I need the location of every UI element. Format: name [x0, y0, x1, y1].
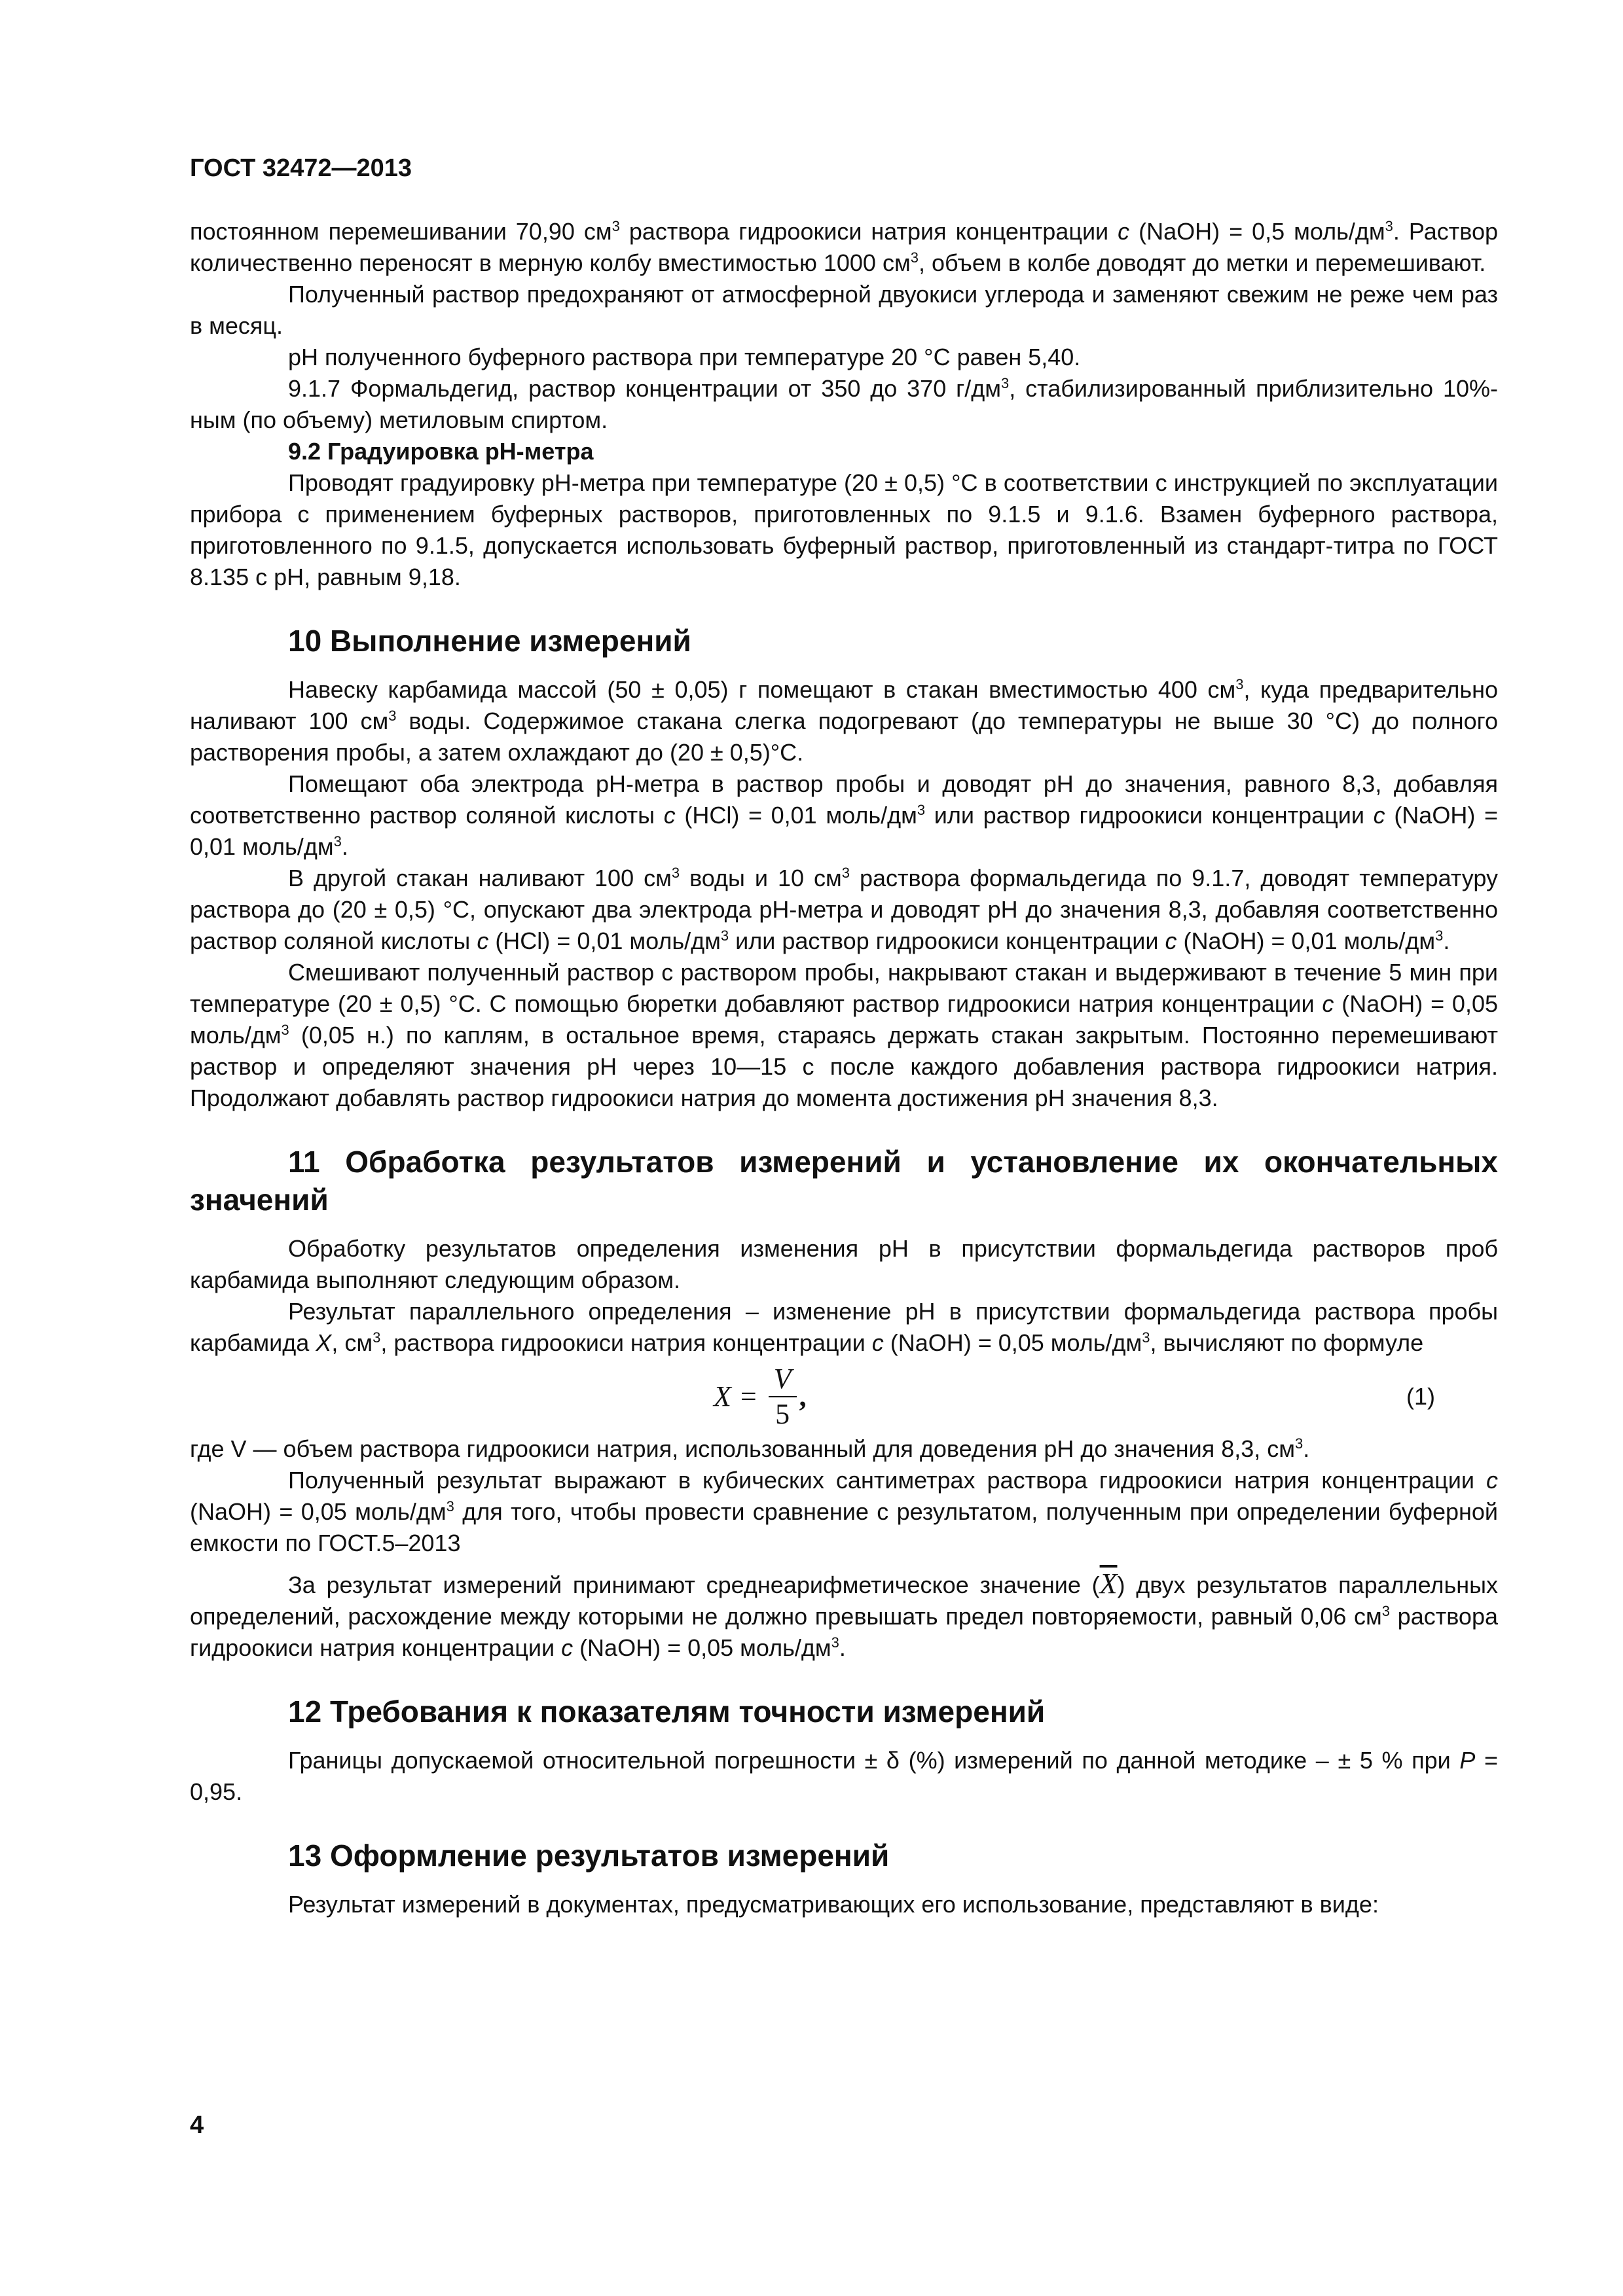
paragraph-result-expression: Полученный результат выражают в кубических сантиметрах раствора гидроокиси натрия концентрации с (NaOH) = 0,05 моль/$дм^3$ для того, чтобы провести сравнение с результатом, полученным при определении буферной емкости по ГОСТ.5–2013 [190, 1467, 1498, 1556]
formula-1 [190, 1363, 1498, 1431]
document-body [190, 216, 1498, 1920]
formula-expression [714, 1363, 807, 1431]
mean-x-symbol: $\overline{X}$ [1099, 1568, 1118, 1600]
paragraph-second-beaker: В другой стакан наливают 100 $см^3$ воды и 10 $см^3$ раствора формальдегида по 9.1.7, доводят температуру раствора до (20 ± 0,5) °С, опускают два электрода pH-метра и доводят pH до значения 8,3, добавляя соответственно раствор соляной кислоты с (HCl) = 0,01 моль/$дм^3$ или раствор гидроокиси концентрации с (NaOH) = 0,01 моль/$дм^3$. [190, 865, 1498, 954]
formula-denominator: 5 [775, 1398, 790, 1430]
section-heading-13: 13 Оформление результатов измерений [288, 1839, 890, 1873]
section-heading-12: 12 Требования к показателям точности измерений [288, 1695, 1046, 1729]
paragraph-buffer-storage: Полученный раствор предохраняют от атмосферной двуокиси углерода и заменяют свежим не реже чем раз в месяц. [190, 281, 1498, 339]
paragraph-formaldehyde: 9.1.7 Формальдегид, раствор концентрации от 350 до 370 $г/дм^3$, стабилизированный приблизительно 10%-ным (по объему) метиловым спиртом. [190, 375, 1499, 433]
paragraph-sample-weighing: Навеску карбамида массой (50 ± 0,05) г помещают в стакан вместимостью 400 $см^3$, куда предварительно наливают 100 $см^3$ воды. Содержимое стакана слегка подогревают (до температуры не выше 30 °С) до полного растворения пробы, а затем охлаждают до (20 ± 0,5)°С. [190, 676, 1498, 766]
paragraph-mean-result: За результат измерений принимают среднеарифметическое значение $(\overline{X})$ двух результатов параллельных определений, расхождение между которыми не должно превышать предел повторяемости, равный 0,06 $см^3$ раствора гидроокиси натрия концентрации с (NaOH) = 0,05 моль/$дм^3$. [190, 1568, 1498, 1661]
paragraph-where-v: где V — объем раствора гидроокиси натрия, использованный для доведения pH до значения 8,3, $см^3$. [190, 1435, 1310, 1462]
paragraph-electrodes: Помещают оба электрода pH-метра в раствор пробы и доводят pH до значения, равного 8,3, добавляя соответственно раствор соляной кислоты с (HCl) = 0,01 моль/$дм^3$ или раствор гидроокиси концентрации с (NaOH) = 0,01 моль/$дм^3$. [190, 770, 1498, 860]
formula-lhs: X [714, 1380, 731, 1412]
formula-comma: , [799, 1380, 807, 1412]
paragraph-result-format: Результат измерений в документах, предусматривающих его использование, представляют в виде: [288, 1891, 1379, 1918]
page-number: 4 [190, 2111, 204, 2139]
paragraph-buffer-prep: постоянном перемешивании 70,90 $см^3$ раствора гидроокиси натрия концентрации с (NaOH) = 0,5 моль/$дм^3$. Раствор количественно переносят в мерную колбу вместимостью 1000 $см^3$, объем в колбе доводят до метки и перемешивают. [190, 218, 1498, 276]
standard-header: ГОСТ 32472—2013 [190, 154, 412, 182]
formula-equals: = [740, 1380, 757, 1412]
paragraph-processing: Обработку результатов определения изменения pH в присутствии формальдегида растворов проб карбамида выполняют следующим образом. [190, 1235, 1498, 1293]
paragraph-titration: Смешивают полученный раствор с раствором пробы, накрывают стакан и выдерживают в течение 5 мин при температуре (20 ± 0,5) °С. С помощью бюретки добавляют раствор гидроокиси натрия концентрации с (NaOH) = 0,05 моль/$дм^3$ (0,05 н.) по каплям, в остальное время, стараясь держать стакан закрытым. Постоянно перемешивают раствор и определяют значения pH через 10—15 с после каждого добавления раствора гидроокиси натрия. Продолжают добавлять раствор гидроокиси натрия до момента достижения pH значения 8,3. [190, 959, 1498, 1111]
formula-numerator: V [769, 1363, 797, 1397]
paragraph-parallel-result: Результат параллельного определения – изменение pH в присутствии формальдегида раствора пробы карбамида X, $см^3$, раствора гидроокиси натрия концентрации с (NaOH) = 0,05 моль/$дм^3$, вычисляют по формуле [190, 1298, 1498, 1356]
section-heading-11: 11 Обработка результатов измерений и установление их окончательных значений [190, 1145, 1498, 1217]
formula-fraction [769, 1363, 797, 1430]
paragraph-calibration: Проводят градуировку pH-метра при температуре (20 ± 0,5) °С в соответствии с инструкцией по эксплуатации прибора с применением буферных растворов, приготовленных по 9.1.5 и 9.1.6. Взамен буферного раствора, приготовленного по 9.1.5, допускается использовать буферный раствор, приготовленный из стандарт-титра по ГОСТ 8.135 с pH, равным 9,18. [190, 469, 1498, 590]
formula-number: (1) [1406, 1383, 1435, 1410]
paragraph-buffer-ph: pH полученного буферного раствора при температуре 20 °С равен 5,40. [288, 344, 1081, 370]
paragraph-accuracy: Границы допускаемой относительной погрешности ± δ (%) измерений по данной методике – ± 5 % при Р = 0,95. [190, 1747, 1499, 1805]
section-heading-10: 10 Выполнение измерений [288, 624, 691, 658]
subsection-heading-9-2: 9.2 Градуировка pH-метра [288, 438, 594, 465]
